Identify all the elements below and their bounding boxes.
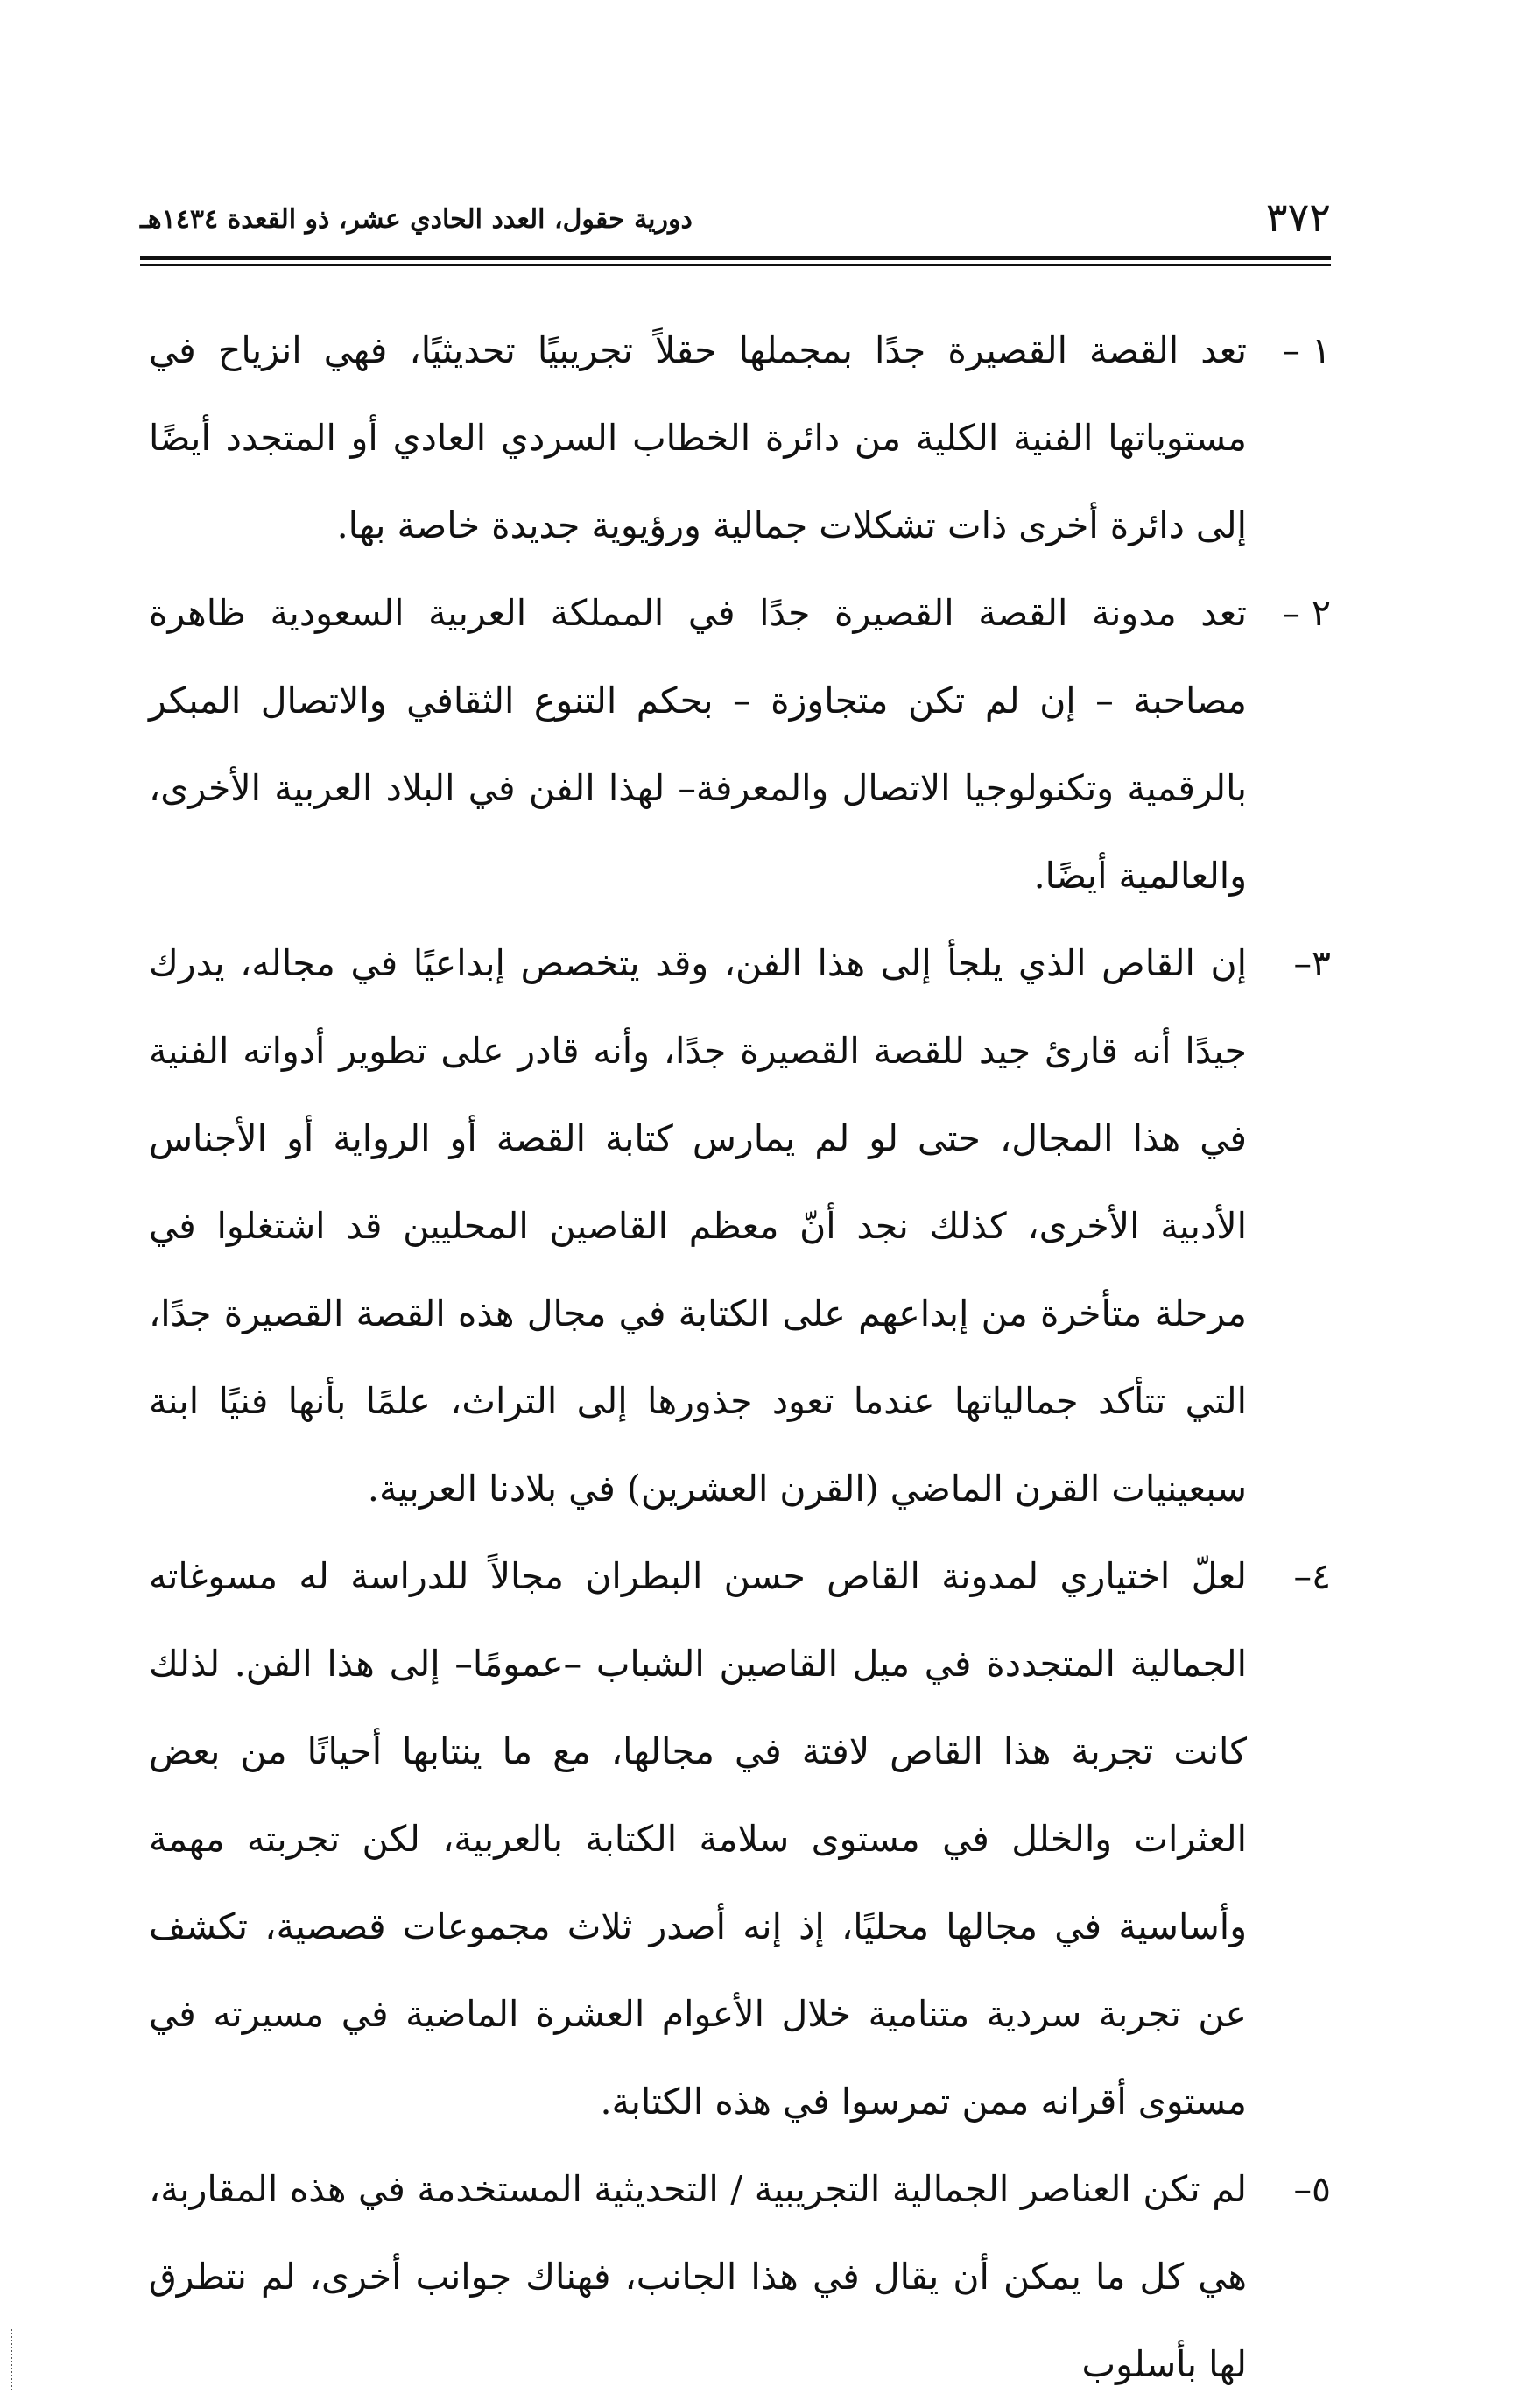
list-item bbox=[149, 1532, 1331, 2145]
item-text: لم تكن العناصر الجمالية التجريبية / التحديثية المستخدمة في هذه المقاربة، هي كل ما يمكن أن يقال في هذا الجانب، فهناك جوانب أخرى، لم نتطرق لها بأسلوب bbox=[149, 2168, 1247, 2385]
item-text: تعد القصة القصيرة جدًا بمجملها حقلاً تجريبيًا تحديثيًا، فهي انزياح في مستوياتها الفنية الكلية من دائرة الخطاب السردي العادي أو المتجدد أيضًا إلى دائرة أخرى ذات تشكلات جمالية ورؤيوية جديدة خاصة بها. bbox=[149, 329, 1247, 546]
item-text: تعد مدونة القصة القصيرة جدًا في المملكة العربية السعودية ظاهرة مصاحبة – إن لم تكن متجاوزة – بحكم التنوع الثقافي والاتصال المبكر بالرقمية وتكنولوجيا الاتصال والمعرفة– لهذا الفن في البلاد العربية الأخرى، والعالمية أيضًا. bbox=[149, 592, 1247, 897]
item-number: ٥– bbox=[1293, 2168, 1331, 2210]
list-item bbox=[149, 2145, 1331, 2408]
header-rule-thin bbox=[140, 264, 1331, 266]
header-rule-thick bbox=[140, 256, 1331, 260]
item-text: لعلّ اختياري لمدونة القاص حسن البطران مجالاً للدراسة له مسوغاته الجمالية المتجددة في ميل القاصين الشباب –عمومًا– إلى هذا الفن. لذلك كانت تجربة هذا القاص لافتة في مجالها، مع ما ينتابها أحيانًا من بعض العثرات والخلل في مستوى سلامة الكتابة بالعربية، لكن تجربته مهمة وأساسية في مجالها محليًا، إذ إنه أصدر ثلاث مجموعات قصصية، تكشف عن تجربة سردية متنامية خلال الأعوام العشرة الماضية في مسيرته في مستوى أقرانه ممن تمرسوا في هذه الكتابة. bbox=[149, 1555, 1247, 2123]
journal-header-title: دورية حقول، العدد الحادي عشر، ذو القعدة ١٤٣٤هـ bbox=[140, 204, 693, 235]
numbered-paragraph-list bbox=[149, 306, 1331, 2385]
list-item bbox=[149, 919, 1331, 1532]
page-number: ٣٧٢ bbox=[1265, 194, 1331, 241]
item-number: ٢ – bbox=[1282, 592, 1331, 634]
running-header bbox=[140, 191, 1331, 252]
item-number: ١ – bbox=[1282, 329, 1331, 371]
item-text: إن القاص الذي يلجأ إلى هذا الفن، وقد يتخصص إبداعيًا في مجاله، يدرك جيدًا أنه قارئ جيد للقصة القصيرة جدًا، وأنه قادر على تطوير أدواته الفنية في هذا المجال، حتى لو لم يمارس كتابة القصة أو الرواية أو الأجناس الأدبية الأخرى، كذلك نجد أنّ معظم القاصين المحليين قد اشتغلوا في مرحلة متأخرة من إبداعهم على الكتابة في مجال هذه القصة القصيرة جدًا، التي تتأكد جمالياتها عندما تعود جذورها إلى التراث، علمًا بأنها فنيًا ابنة سبعينيات القرن الماضي (القرن العشرين) في بلادنا العربية. bbox=[149, 942, 1247, 1510]
scan-edge-mark bbox=[11, 2329, 14, 2390]
list-item bbox=[149, 306, 1331, 569]
item-number: ٣– bbox=[1293, 942, 1331, 984]
item-number: ٤– bbox=[1293, 1555, 1331, 1597]
list-item bbox=[149, 569, 1331, 919]
